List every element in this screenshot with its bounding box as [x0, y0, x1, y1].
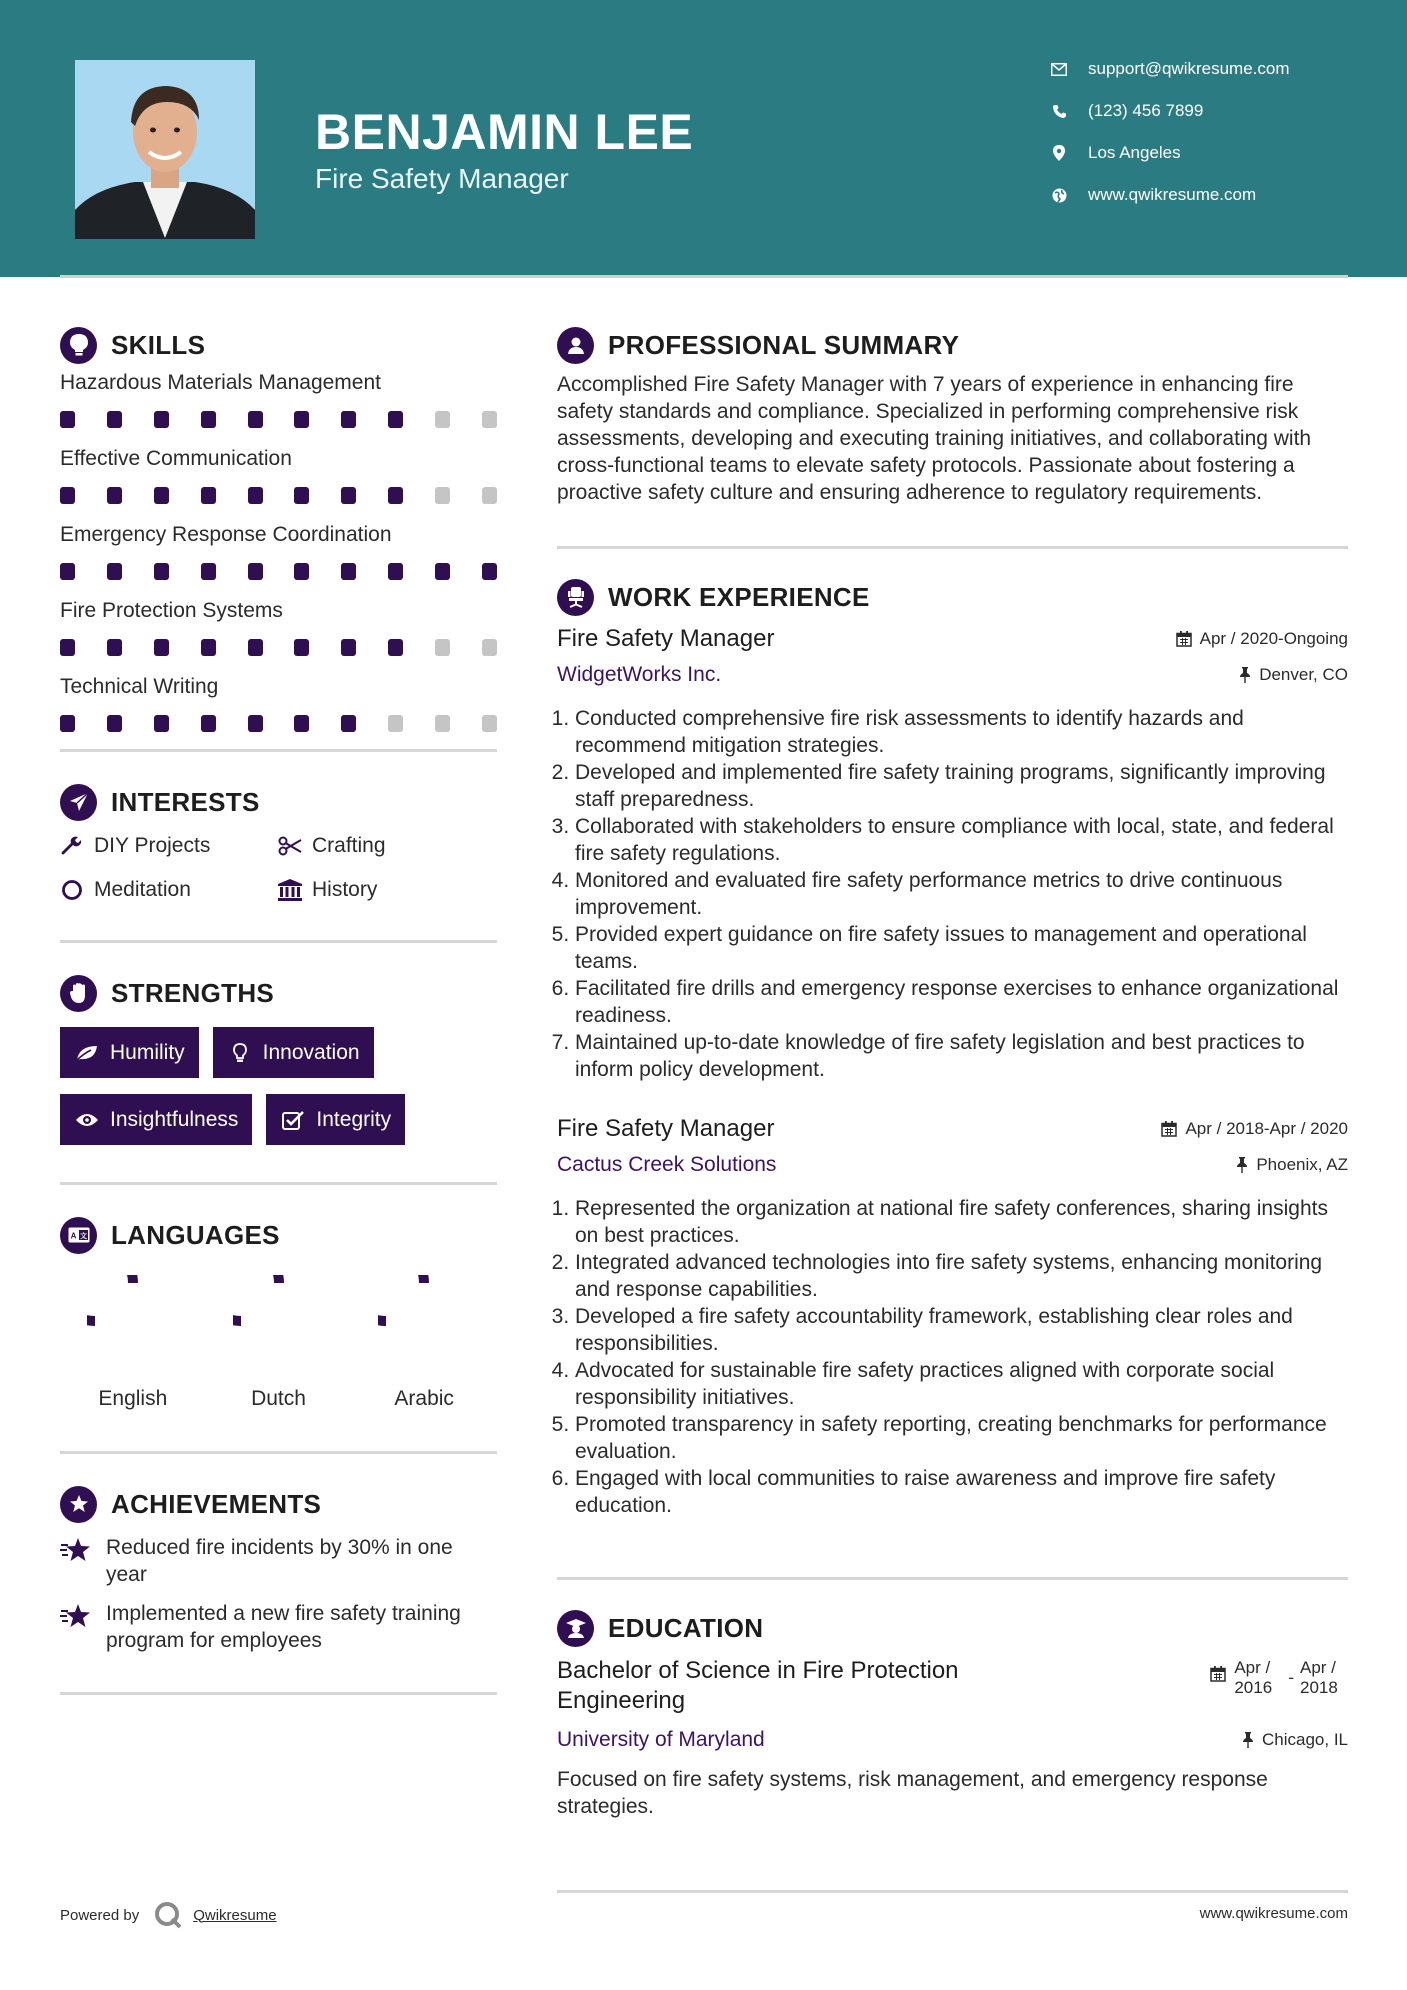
right-column: [557, 300, 1348, 1820]
interest-item: [60, 832, 278, 860]
education-degree: Bachelor of Science in Fire Protection Engineering: [557, 1657, 959, 1714]
calendar-icon: [1176, 631, 1192, 647]
skill-rating: [60, 563, 497, 581]
header-divider: [60, 275, 1348, 278]
responsibility-item: 3. Developed a fire safety accountability framework, establishing clear roles and responsibilities.: [575, 1303, 1348, 1357]
language-gauge: [233, 1275, 325, 1367]
skill-dot-filled: [341, 411, 356, 428]
education-end: Apr / 2018: [1300, 1658, 1338, 1697]
pushpin-icon: [1239, 667, 1251, 683]
brand-link[interactable]: Qwikresume: [193, 1906, 277, 1924]
circle-icon: [60, 878, 84, 902]
map-pin-icon: [1050, 144, 1068, 162]
job-entry: [557, 625, 1348, 1083]
star-icon: [60, 1536, 92, 1564]
skill-dot-filled: [60, 715, 75, 732]
strengths-title: STRENGTHS: [111, 977, 275, 1008]
skill-dot-filled: [388, 487, 403, 504]
user-icon: [557, 327, 594, 364]
language-gauge: [378, 1275, 470, 1367]
museum-icon: [278, 878, 302, 902]
skill-dot-filled: [107, 639, 122, 656]
skill-dot-filled: [154, 487, 169, 504]
skill-item: [60, 597, 497, 657]
skill-dot-filled: [341, 715, 356, 732]
strength-label: Integrity: [316, 1107, 392, 1131]
skills-list: [60, 369, 497, 733]
job-company: WidgetWorks Inc.: [557, 663, 722, 686]
experience-divider: [557, 1577, 1348, 1580]
job-responsibilities: [557, 705, 1348, 1083]
interests-divider: [60, 940, 497, 943]
skill-dot-filled: [341, 639, 356, 656]
achievements-divider: [60, 1692, 497, 1695]
skill-dot-empty: [435, 411, 450, 428]
skill-dot-filled: [388, 563, 403, 580]
responsibility-item: 2. Developed and implemented fire safety training programs, significantly improving staff preparedness.: [575, 759, 1348, 813]
skill-dot-filled: [294, 639, 309, 656]
education-header-row: [557, 1656, 1348, 1716]
interests-list: [60, 832, 497, 904]
skill-dot-filled: [154, 715, 169, 732]
skill-item: [60, 369, 497, 429]
interests-title: INTERESTS: [111, 786, 260, 817]
responsibility-item: 1. Conducted comprehensive fire risk assessments to identify hazards and recommend mitigation strategies.: [575, 705, 1348, 759]
education-location: [1242, 1730, 1348, 1750]
skill-dot-empty: [482, 487, 497, 504]
strength-badge: [213, 1027, 374, 1078]
skill-dot-filled: [201, 639, 216, 656]
lightbulb-icon: [227, 1042, 253, 1064]
skill-name: Hazardous Materials Management: [60, 371, 381, 394]
education-location-text: Chicago, IL: [1262, 1730, 1348, 1749]
achievement-item: [60, 1534, 497, 1588]
language-name: Dutch: [251, 1387, 306, 1410]
job-subheader-row: [557, 1153, 1348, 1177]
skill-dot-filled: [341, 487, 356, 504]
skill-dot-filled: [107, 715, 122, 732]
achievement-text: Reduced fire incidents by 30% in one year: [106, 1536, 453, 1586]
skills-title: SKILLS: [111, 329, 206, 360]
skill-name: Emergency Response Coordination: [60, 523, 392, 546]
svg-text:A: A: [70, 1231, 76, 1241]
date-separator: -: [1288, 1668, 1294, 1687]
summary-heading: [557, 325, 1348, 365]
skill-dot-empty: [482, 639, 497, 656]
email-text: support@qwikresume.com: [1088, 59, 1290, 78]
lightbulb-icon: [60, 327, 97, 364]
education-description: Focused on fire safety systems, risk management, and emergency response strategies.: [557, 1768, 1268, 1818]
interest-label: History: [312, 878, 378, 901]
education-heading: [557, 1608, 1348, 1648]
job-header-row: [557, 625, 1348, 653]
eye-icon: [74, 1109, 100, 1131]
skill-dot-filled: [154, 563, 169, 580]
job-entry: [557, 1115, 1348, 1519]
skill-dot-filled: [154, 639, 169, 656]
responsibility-item: 1. Represented the organization at national fire safety conferences, sharing insights on best practices.: [575, 1195, 1348, 1249]
paper-plane-icon: [60, 784, 97, 821]
calendar-icon: [1161, 1121, 1177, 1137]
language-icon: [60, 1217, 97, 1254]
skill-dot-filled: [248, 563, 263, 580]
language-gauge: [87, 1275, 179, 1367]
interest-item: [278, 876, 497, 904]
strength-badge: [60, 1094, 252, 1145]
job-subheader-row: [557, 663, 1348, 687]
skill-dot-filled: [60, 411, 75, 428]
responsibility-item: 3. Collaborated with stakeholders to ensure compliance with local, state, and federal fire safety regulations.: [575, 813, 1348, 867]
education-subheader-row: [557, 1728, 1348, 1752]
strength-badge: [266, 1094, 405, 1145]
strength-badge: [60, 1027, 199, 1078]
skill-rating: [60, 639, 497, 657]
checkbox-icon: [280, 1109, 306, 1131]
skill-dot-filled: [60, 639, 75, 656]
skill-dot-empty: [482, 411, 497, 428]
skill-dot-filled: [248, 639, 263, 656]
contact-email[interactable]: [1050, 54, 1380, 84]
footer-divider: [557, 1890, 1348, 1893]
skill-dot-empty: [482, 715, 497, 732]
skill-dot-filled: [341, 563, 356, 580]
profile-photo: [75, 60, 255, 239]
skill-dot-filled: [435, 563, 450, 580]
contact-location: [1050, 138, 1380, 168]
language-name: Arabic: [394, 1387, 454, 1410]
strengths-list: [60, 1027, 497, 1145]
education-school: University of Maryland: [557, 1728, 765, 1751]
candidate-title: Fire Safety Manager: [315, 163, 569, 194]
award-star-icon: [60, 1486, 97, 1523]
interests-heading: [60, 782, 497, 822]
skill-dot-filled: [201, 563, 216, 580]
envelope-icon: [1050, 60, 1068, 78]
contact-website[interactable]: [1050, 180, 1380, 210]
skill-name: Technical Writing: [60, 675, 219, 698]
job-location-text: Denver, CO: [1259, 665, 1348, 684]
skill-dot-filled: [248, 715, 263, 732]
summary-text: Accomplished Fire Safety Manager with 7 years of experience in enhancing fire safety standards and compliance. Specialized in performing comprehensive risk assessments, developing and executing training initiatives, and collaborating with cross-functional teams to elevate safety protocols. Passionate about fostering a proactive safety culture and ensuring adherence to regulatory requirements.: [557, 373, 1312, 504]
language-item: [60, 1275, 206, 1411]
strengths-heading: [60, 973, 497, 1013]
interest-item: [278, 832, 497, 860]
skill-dot-filled: [388, 411, 403, 428]
responsibility-item: 5. Promoted transparency in safety reporting, creating benchmarks for performance evaluation.: [575, 1411, 1348, 1465]
achievements-title: ACHIEVEMENTS: [111, 1488, 322, 1519]
scissors-icon: [278, 834, 302, 858]
location-text: Los Angeles: [1088, 143, 1181, 162]
leaf-icon: [74, 1042, 100, 1064]
skill-dot-filled: [248, 411, 263, 428]
header-band: [0, 0, 1407, 277]
pushpin-icon: [1236, 1157, 1248, 1173]
responsibility-item: 2. Integrated advanced technologies into fire safety systems, enhancing monitoring and response capabilities.: [575, 1249, 1348, 1303]
responsibility-item: 6. Facilitated fire drills and emergency response exercises to enhance organizational readiness.: [575, 975, 1348, 1029]
powered-by-text: Powered by: [60, 1906, 140, 1924]
skill-dot-empty: [388, 715, 403, 732]
strength-label: Insightfulness: [110, 1107, 239, 1131]
qwikresume-logo-icon: [153, 1900, 183, 1930]
experience-title: WORK EXPERIENCE: [608, 581, 870, 612]
experience-heading: [557, 577, 1348, 617]
candidate-name: BENJAMIN LEE: [315, 104, 694, 160]
wrench-icon: [60, 834, 84, 858]
skill-dot-filled: [294, 715, 309, 732]
education-start: Apr / 2016: [1234, 1658, 1273, 1697]
languages-list: [60, 1275, 497, 1411]
strength-label: Innovation: [262, 1040, 360, 1064]
responsibility-item: 4. Advocated for sustainable fire safety practices aligned with corporate social responsibility initiatives.: [575, 1357, 1348, 1411]
job-dates-text: Apr / 2018-Apr / 2020: [1185, 1119, 1348, 1138]
language-item: [351, 1275, 497, 1411]
education-dates: [1210, 1658, 1348, 1716]
job-title: Fire Safety Manager: [557, 625, 775, 652]
skill-dot-empty: [435, 715, 450, 732]
strength-label: Humility: [110, 1040, 185, 1064]
footer-powered-by: [60, 1900, 277, 1930]
interest-label: Meditation: [94, 878, 191, 901]
contact-phone[interactable]: [1050, 96, 1380, 126]
interest-item: [60, 876, 278, 904]
office-chair-icon: [557, 579, 594, 616]
skills-heading: [60, 325, 497, 365]
globe-icon: [1050, 186, 1068, 204]
responsibility-item: 6. Engaged with local communities to raise awareness and improve fire safety education.: [575, 1465, 1348, 1519]
skills-divider: [60, 749, 497, 752]
skill-name: Fire Protection Systems: [60, 599, 283, 622]
language-gauge-arc: [378, 1275, 424, 1321]
job-dates-text: Apr / 2020-Ongoing: [1199, 629, 1348, 648]
skill-dot-filled: [388, 639, 403, 656]
languages-heading: [60, 1215, 497, 1255]
job-location: [1239, 665, 1348, 685]
achievement-text: Implemented a new fire safety training program for employees: [106, 1602, 461, 1652]
language-gauge-arc: [233, 1275, 279, 1321]
summary-divider: [557, 546, 1348, 549]
job-company: Cactus Creek Solutions: [557, 1153, 777, 1176]
job-location-text: Phoenix, AZ: [1256, 1155, 1348, 1174]
skill-dot-filled: [248, 487, 263, 504]
skill-dot-filled: [107, 487, 122, 504]
calendar-icon: [1210, 1666, 1226, 1682]
language-item: [206, 1275, 352, 1411]
languages-title: LANGUAGES: [111, 1219, 280, 1250]
skill-item: [60, 521, 497, 581]
skill-dot-filled: [294, 487, 309, 504]
skill-rating: [60, 715, 497, 733]
responsibility-item: 4. Monitored and evaluated fire safety performance metrics to drive continuous improvement.: [575, 867, 1348, 921]
skill-dot-filled: [60, 563, 75, 580]
languages-divider: [60, 1451, 497, 1454]
strengths-divider: [60, 1182, 497, 1185]
skill-dot-filled: [201, 411, 216, 428]
svg-text:文: 文: [79, 1233, 87, 1240]
achievement-item: [60, 1600, 497, 1654]
skill-dot-filled: [201, 487, 216, 504]
job-header-row: [557, 1115, 1348, 1143]
skill-dot-filled: [294, 411, 309, 428]
phone-text: (123) 456 7899: [1088, 101, 1204, 120]
star-icon: [60, 1602, 92, 1630]
hand-icon: [60, 975, 97, 1012]
job-title: Fire Safety Manager: [557, 1115, 775, 1142]
job-dates: [1176, 629, 1348, 649]
skill-dot-filled: [482, 563, 497, 580]
skill-dot-filled: [294, 563, 309, 580]
job-dates: [1161, 1119, 1348, 1139]
responsibility-item: 5. Provided expert guidance on fire safety issues to management and operational teams.: [575, 921, 1348, 975]
skill-dot-filled: [107, 563, 122, 580]
language-gauge-arc: [87, 1275, 133, 1321]
website-text: www.qwikresume.com: [1088, 185, 1257, 204]
language-name: English: [98, 1387, 168, 1410]
skill-dot-empty: [435, 487, 450, 504]
education-title: EDUCATION: [608, 1612, 764, 1643]
skill-dot-filled: [154, 411, 169, 428]
pushpin-icon: [1242, 1732, 1254, 1748]
summary-title: PROFESSIONAL SUMMARY: [608, 329, 960, 360]
phone-icon: [1050, 102, 1068, 120]
achievements-heading: [60, 1484, 497, 1524]
left-column: [60, 300, 497, 1695]
footer-website[interactable]: www.qwikresume.com: [1199, 1905, 1348, 1922]
job-responsibilities: [557, 1195, 1348, 1519]
skill-dot-filled: [107, 411, 122, 428]
skill-rating: [60, 487, 497, 505]
skill-dot-filled: [60, 487, 75, 504]
skill-item: [60, 445, 497, 505]
skill-rating: [60, 411, 497, 429]
job-location: [1236, 1155, 1348, 1175]
skill-item: [60, 673, 497, 733]
skill-dot-empty: [435, 639, 450, 656]
skill-name: Effective Communication: [60, 447, 292, 470]
interest-label: DIY Projects: [94, 834, 211, 857]
graduate-icon: [557, 1610, 594, 1647]
responsibility-item: 7. Maintained up-to-date knowledge of fire safety legislation and best practices to inform policy development.: [575, 1029, 1348, 1083]
interest-label: Crafting: [312, 834, 386, 857]
skill-dot-filled: [201, 715, 216, 732]
